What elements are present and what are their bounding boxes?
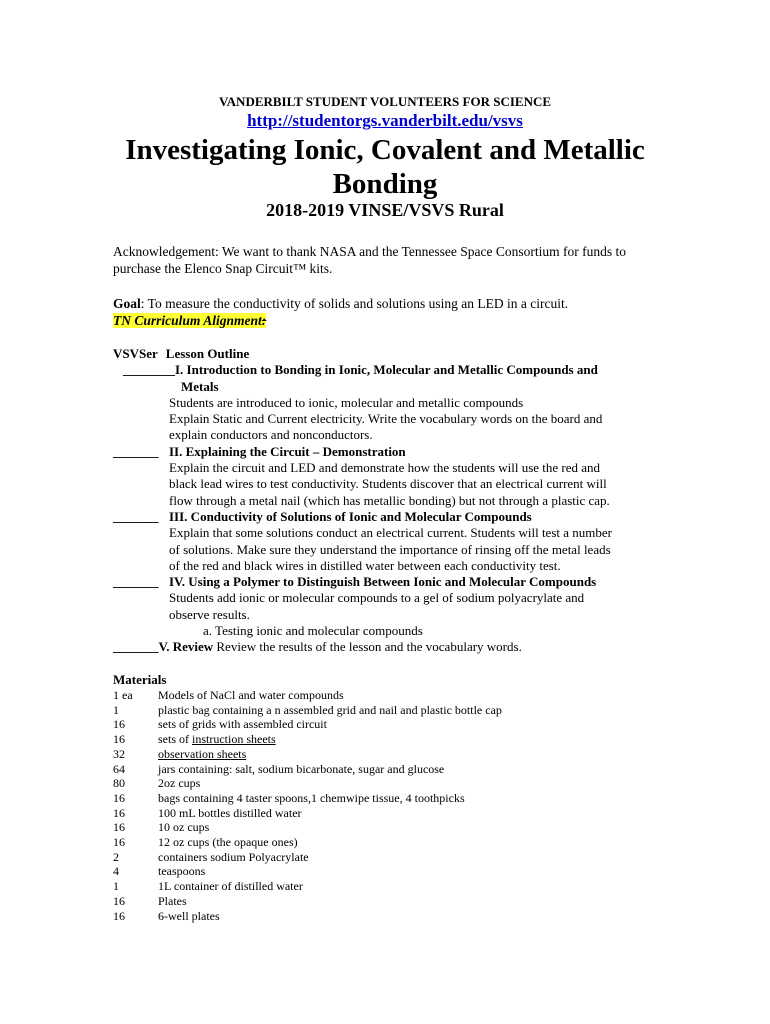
- material-qty: 16: [113, 790, 125, 805]
- section-4-subitem: a. Testing ionic and molecular compounds: [203, 623, 423, 639]
- material-desc: 1L container of distilled water: [158, 879, 303, 894]
- acknowledgement-text: Acknowledgement: We want to thank NASA and the Tennessee Space Consortium for funds to purchase the Elenco Snap Circuit™ kits.: [113, 244, 626, 276]
- section-3-line: of the red and black wires in distilled water between each conductivity test.: [169, 557, 561, 573]
- tn-label-text: TN Curriculum Alignment: [113, 313, 262, 328]
- material-desc: Models of NaCl and water compounds: [158, 688, 344, 702]
- outline-section-5: [113, 639, 663, 655]
- section-2-line: Explain the circuit and LED and demonstrate how the students will use the red and: [169, 460, 601, 476]
- section-1-blank: ________: [123, 362, 175, 378]
- material-desc: plastic bag containing a n assembled grid and nail and plastic bottle cap: [158, 702, 502, 717]
- material-qty: 16: [113, 732, 125, 747]
- list-item: [113, 762, 613, 777]
- goal-line: [113, 295, 673, 312]
- section-1-title: I. Introduction to Bonding in Ionic, Molecular and Metallic Compounds and: [175, 362, 598, 378]
- material-qty: 32: [113, 746, 125, 761]
- section-3-line: Explain that some solutions conduct an electrical current. Students will test a number: [169, 525, 612, 541]
- material-desc: containers sodium Polyacrylate: [158, 849, 309, 864]
- tn-curriculum-label: [113, 313, 266, 328]
- material-qty: 16: [113, 820, 125, 835]
- material-qty: 16: [113, 835, 125, 850]
- material-qty: 1 ea: [113, 688, 133, 702]
- website-link[interactable]: http://studentorgs.vanderbilt.edu/vsvs: [247, 111, 523, 130]
- material-qty: 1: [113, 879, 119, 894]
- section-4-line: Students add ionic or molecular compounds to a gel of sodium polyacrylate and: [169, 590, 585, 606]
- outline-section-4: [113, 574, 663, 639]
- list-item: [113, 864, 613, 879]
- section-1-line: Explain Static and Current electricity. Write the vocabulary words on the board and: [169, 411, 603, 427]
- list-item: [113, 806, 613, 821]
- section-5-blank: _______: [113, 639, 159, 655]
- material-qty: 80: [113, 776, 125, 791]
- material-desc: 100 mL bottles distilled water: [158, 805, 302, 820]
- goal-label: Goal: [113, 296, 141, 311]
- material-desc: Plates: [158, 893, 187, 908]
- outline-heading-vsvser: VSVSer: [113, 346, 158, 361]
- material-qty: 16: [113, 893, 125, 908]
- list-item: [113, 703, 613, 718]
- list-item: [113, 820, 613, 835]
- list-item: [113, 835, 613, 850]
- outline-heading-title: Lesson Outline: [165, 346, 250, 361]
- organization-name: VANDERBILT STUDENT VOLUNTEERS FOR SCIENCE: [218, 94, 552, 109]
- list-item: [113, 688, 613, 703]
- material-desc: sets of grids with assembled circuit: [158, 717, 327, 732]
- list-item: [113, 776, 613, 791]
- section-3-line: of solutions. Make sure they understand the importance of rinsing off the metal leads: [169, 541, 611, 557]
- section-5-text: Review the results of the lesson and the vocabulary words.: [213, 639, 522, 655]
- material-desc: 10 oz cups: [158, 820, 210, 835]
- material-desc-text: sets of: [158, 732, 192, 747]
- section-1-title-cont: Metals: [181, 378, 219, 394]
- section-3-title: III. Conductivity of Solutions of Ionic and Molecular Compounds: [169, 508, 532, 524]
- list-item: [113, 894, 613, 909]
- section-2-title: II. Explaining the Circuit – Demonstration: [169, 443, 406, 459]
- material-qty: 16: [113, 717, 125, 732]
- material-desc: 2oz cups: [158, 776, 201, 791]
- materials-heading: Materials: [113, 672, 167, 687]
- page-title: Investigating Ionic, Covalent and Metallic Bonding: [125, 134, 645, 200]
- section-5-title: V. Review: [158, 639, 214, 655]
- tn-curriculum-line: [113, 312, 673, 329]
- goal-text: : To measure the conductivity of solids and solutions using an LED in a circuit.: [140, 296, 569, 311]
- material-desc: teaspoons: [158, 864, 206, 879]
- material-qty: 16: [113, 805, 125, 820]
- section-4-line: observe results.: [169, 606, 250, 622]
- list-item: [113, 732, 613, 747]
- outline-section-3: [113, 509, 663, 574]
- section-1-line: explain conductors and nonconductors.: [169, 427, 373, 443]
- list-item: [113, 747, 613, 762]
- list-item: [113, 850, 613, 865]
- material-desc: bags containing 4 taster spoons,1 chemwipe tissue, 4 toothpicks: [158, 790, 465, 805]
- section-1-line: Students are introduced to ionic, molecular and metallic compounds: [169, 394, 524, 410]
- list-item: [113, 717, 613, 732]
- outline-section-2: [113, 444, 663, 509]
- list-item: [113, 791, 613, 806]
- section-2-blank: _______: [113, 443, 159, 459]
- page-subtitle: 2018-2019 VINSE/VSVS Rural: [266, 200, 504, 220]
- list-item: [113, 909, 613, 924]
- section-4-title: IV. Using a Polymer to Distinguish Between Ionic and Molecular Compounds: [169, 574, 597, 590]
- observation-sheets-link[interactable]: observation sheets: [158, 746, 247, 761]
- lesson-outline: [113, 346, 663, 656]
- material-qty: 16: [113, 908, 125, 923]
- outline-section-1: [113, 362, 663, 443]
- material-qty: 64: [113, 761, 125, 776]
- section-3-blank: _______: [113, 508, 159, 524]
- material-desc: 12 oz cups (the opaque ones): [158, 835, 298, 850]
- material-qty: 1: [113, 702, 119, 717]
- section-2-line: black lead wires to test conductivity. Students discover that an electrical current will: [169, 476, 607, 492]
- material-qty: 4: [113, 864, 119, 879]
- tn-colon: :: [261, 313, 267, 328]
- material-desc: jars containing: salt, sodium bicarbonate, sugar and glucose: [158, 761, 445, 776]
- outline-heading: [113, 346, 663, 362]
- material-qty: 2: [113, 849, 119, 864]
- list-item: [113, 879, 613, 894]
- section-4-blank: _______: [113, 574, 159, 590]
- section-2-line: flow through a metal nail (which has metallic bonding) but not through a plastic cap.: [169, 492, 610, 508]
- materials-list: [113, 688, 613, 923]
- material-desc: [158, 732, 276, 747]
- instruction-sheets-link[interactable]: instruction sheets: [192, 732, 276, 747]
- material-desc: 6-well plates: [158, 908, 220, 923]
